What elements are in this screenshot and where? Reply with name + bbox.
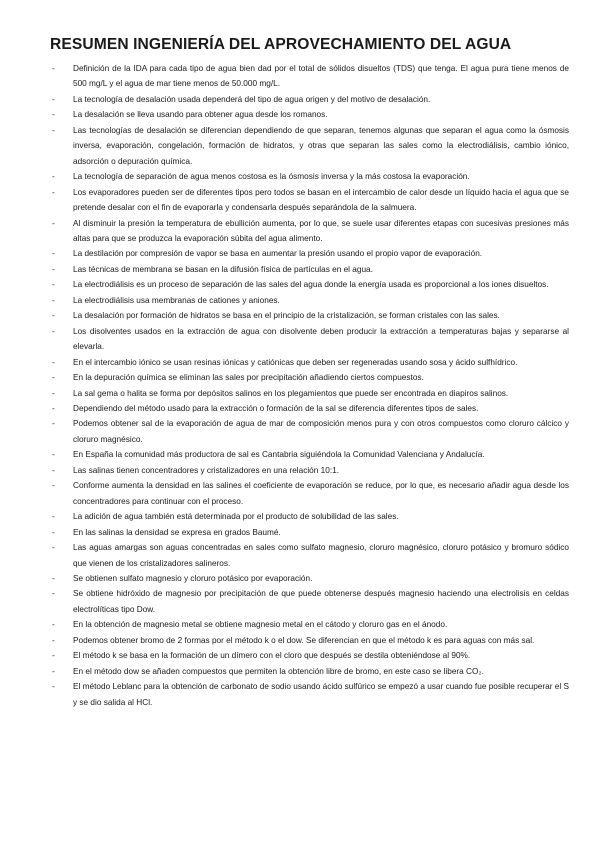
list-item-text: En el método dow se añaden compuestos que permiten la obtención libre de bromo, en este caso se libera CO₂. [73,666,484,676]
list-item-text: Conforme aumenta la densidad en las salines el coeficiente de evaporación se reduce, por lo que, es necesario añadir agua desde los concentradores para continuar con el proceso. [73,481,569,506]
list-item-text: Se obtiene hidróxido de magnesio por precipitación de que puede obtenerse después magnesio haciendo una electrolisis en celdas electrolíticas tipo Dow. [73,589,569,614]
list-item [52,169,569,184]
list-item-text: Podemos obtener sal de la evaporación de agua de mar de composición menos pura y con otros compuestos como cloruro cálcico y cloruro magnésico. [73,419,569,444]
bullet-dash: - [52,403,55,413]
list-item-text: La destilación por compresión de vapor se basa en aumentar la presión usando el propio vapor de evaporación. [73,249,483,259]
list-item-text: La sal gema o halita se forma por depósitos salinos en los plegamientos que puede ser encontrada en diapiros salinos. [73,388,509,398]
bullet-dash: - [52,651,55,661]
bullet-dash: - [52,419,55,429]
bullet-dash: - [52,388,55,398]
list-item [52,540,569,571]
list-item [52,478,569,509]
bullet-dash: - [52,589,55,599]
bullet-dash: - [52,635,55,645]
bullet-dash: - [52,64,55,73]
list-item [52,633,569,648]
list-item-text: Los disolventes usados en la extracción de agua con disolvente deben producir la extracción a temperaturas bajas y separarse al elevarla. [73,326,569,352]
list-item-text: La tecnología de desalación usada dependerá del tipo de agua origen y del motivo de desalación. [73,94,431,104]
list-item [52,617,569,632]
list-item-text: La electrodiálisis usa membranas de cationes y aniones. [73,295,280,305]
list-item [52,648,569,663]
list-item-text: Las técnicas de membrana se basan en la difusión física de partículas en el agua. [73,264,373,274]
list-item-text: Las aguas amargas son aguas concentradas en sales como sulfato magnesio, cloruro magnésico, cloruro potásico y bromuro sódico que vienen de los cristalizadores salineros. [73,543,569,568]
list-item [52,571,569,586]
list-item-text: Se obtienen sulfato magnesio y cloruro potásico por evaporación. [73,573,313,583]
list-item [52,293,569,308]
list-item [52,370,569,385]
list-item-text: La tecnología de separación de agua menos costosa es la ósmosis inversa y la más costosa la evaporación. [73,172,470,182]
bullet-dash: - [52,125,55,135]
list-item [52,246,569,261]
list-item [52,509,569,524]
bullet-dash: - [52,264,55,274]
bullet-dash: - [52,682,55,692]
bullet-dash: - [52,450,55,460]
list-item-text: En la depuración química se eliminan las sales por precipitación añadiendo ciertos compuestos. [73,373,424,383]
bullet-dash: - [52,573,55,583]
bullet-dash: - [52,295,55,305]
list-item-text: Podemos obtener bromo de 2 formas por el método k o el dow. Se diferencian en que el método k es para aguas con más sal. [73,635,535,645]
bullet-dash: - [52,249,55,259]
list-item [52,664,569,679]
list-item-text: Definición de la IDA para cada tipo de agua bien dad por el total de sólidos disueltos (TDS) que tenga. El agua pura tiene menos de 500 mg/L y el agua de mar tiene menos de 50.000 mg/L. [73,64,569,89]
list-item [52,355,569,370]
list-item-text: Las tecnologías de desalación se diferencian dependiendo de que separan, tenemos algunas que separan el agua como la ósmosis inversa, evaporación, congelación, formación de hidratos, y otras que separan las sales como la electrodiálisis, cambio iónico, adsorción o depuración química. [73,125,569,166]
bullet-dash: - [52,512,55,522]
list-item [52,308,569,323]
bullet-dash: - [52,218,55,228]
list-item-text: El método k se basa en la formación de un dímero con el cloro que después se destila obteniéndose al 90%. [73,651,471,661]
list-item [52,107,569,122]
list-item-text: Dependiendo del método usado para la extracción o formación de la sal se diferencia diferentes tipos de sales. [73,403,479,413]
document-title: RESUMEN INGENIERÍA DEL APROVECHAMIENTO DEL AGUA [50,36,512,53]
bullet-dash: - [52,481,55,491]
bullet-dash: - [52,373,55,383]
bullet-dash: - [52,620,55,630]
bullet-dash: - [52,465,55,475]
bullet-dash: - [52,187,55,197]
bullet-dash: - [52,311,55,321]
list-item [52,277,569,292]
list-item [52,216,569,247]
list-item [52,262,569,277]
list-item-text: En España la comunidad más productora de sal es Cantabria siguiéndola la Comunidad Valenciana y Andalucía. [73,450,485,460]
summary-list [52,61,569,710]
list-item-text: En las salinas la densidad se expresa en grados Baumé. [73,527,281,537]
list-item [52,525,569,540]
list-item [52,586,569,617]
bullet-dash: - [52,527,55,537]
list-item-text: En el intercambio iónico se usan resinas iónicas y catiónicas que deben ser regeneradas usando sosa y ácido sulfhídrico. [73,357,518,367]
bullet-dash: - [52,172,55,182]
list-item-text: La desalación se lleva usando para obtener agua desde los romanos. [73,110,328,120]
list-item [52,401,569,416]
list-item [52,447,569,462]
list-item-text: La adición de agua también está determinada por el producto de solubilidad de las sales. [73,512,399,522]
list-item [52,679,569,710]
list-item [52,123,569,169]
bullet-dash: - [52,357,55,367]
list-item-text: El método Leblanc para la obtención de carbonato de sodio usando ácido sulfúrico se empezó a usar cuando fue posible recuperar el S y se dio salida al HCl. [73,682,569,707]
list-item-text: Al disminuir la presión la temperatura de ebullición aumenta, por lo que, se suele usar diferentes etapas con sucesivas presiones más altas para que se produzca la evaporación súbita del agua alimento. [73,218,569,243]
list-item [52,416,569,447]
list-item [52,386,569,401]
bullet-dash: - [52,666,55,676]
list-item [52,463,569,478]
bullet-dash: - [52,326,55,336]
list-item [52,324,569,355]
bullet-dash: - [52,94,55,104]
bullet-dash: - [52,110,55,120]
list-item [52,92,569,107]
bullet-dash: - [52,543,55,553]
list-item-text: La electrodiálisis es un proceso de separación de las sales del agua donde la energía usada es proporcional a los iones disueltos. [73,280,549,290]
list-item-text: La desalación por formación de hidratos se basa en el principio de la cristalización, se forman cristales con las sales. [73,311,500,321]
list-item-text: Las salinas tienen concentradores y cristalizadores en una relación 10:1. [73,465,339,475]
list-item [52,61,569,92]
list-item [52,185,569,216]
bullet-dash: - [52,280,55,290]
list-item-text: Los evaporadores pueden ser de diferentes tipos pero todos se basan en el intercambio de calor desde un líquido hacia el agua que se pretende desalar con el fin de evaporarla y condensarla después separándola de la salmuera. [73,187,569,213]
list-item-text: En la obtención de magnesio metal se obtiene magnesio metal en el cátodo y cloruro gas en el ánodo. [73,620,448,630]
